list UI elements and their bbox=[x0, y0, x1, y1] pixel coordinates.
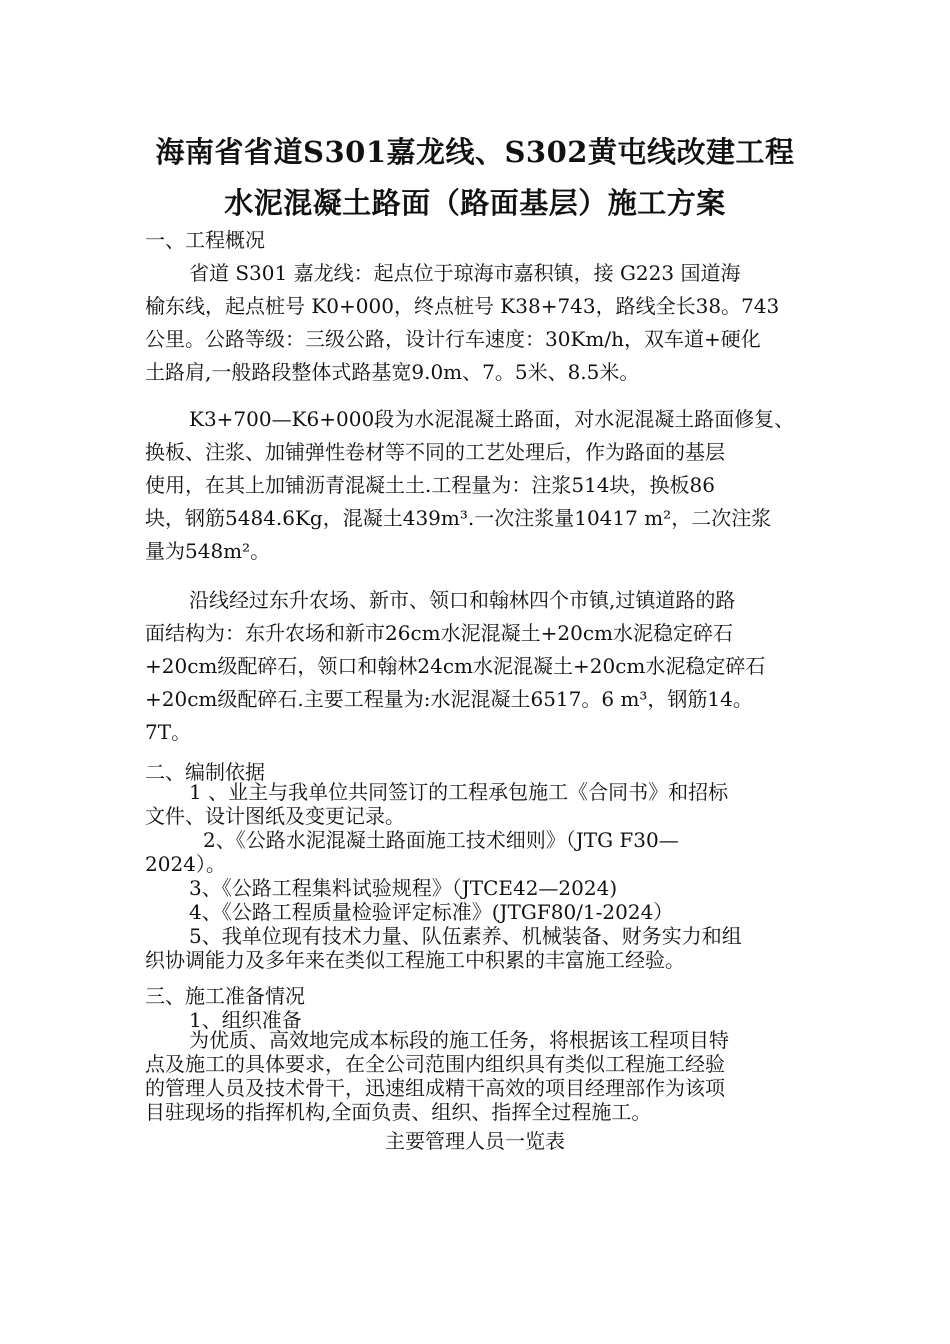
list-item: 4、《公路工程质量检验评定标准》(JTGF80/1-2024） bbox=[189, 900, 674, 924]
list-item: 织协调能力及多年来在类似工程施工中积累的丰富施工经验。 bbox=[145, 948, 685, 972]
document-title-line2: 水泥混凝土路面（路面基层）施工方案 bbox=[224, 186, 726, 220]
text-line: +20cm级配碎石.主要工程量为:水泥混凝土6517。6 m³，钢筋14。 bbox=[145, 687, 753, 711]
text-line: 为优质、高效地完成本标段的施工任务，将根据该工程项目特 bbox=[189, 1028, 729, 1052]
paragraph-town-sections bbox=[145, 584, 810, 749]
subsection-heading-organization: 1、组织准备 bbox=[189, 1008, 302, 1032]
text-line: 块，钢筋5484.6Kg，混凝土439m³.一次注浆量10417 m²，二次注浆 bbox=[145, 506, 772, 530]
text-line: +20cm级配碎石，领口和翰林24cm水泥混凝土+20cm水泥稳定碎石 bbox=[145, 654, 766, 678]
text-line: 7T。 bbox=[145, 720, 192, 744]
list-item: 文件、设计图纸及变更记录。 bbox=[145, 804, 405, 828]
list-item: 2024）。 bbox=[145, 852, 226, 876]
paragraph-route-s301 bbox=[145, 257, 810, 389]
text-line: K3+700—K6+000段为水泥混凝土路面，对水泥混凝土路面修复、 bbox=[189, 407, 795, 431]
text-line: 目驻现场的指挥机构,全面负责、组织、指挥全过程施工。 bbox=[145, 1100, 652, 1124]
list-item: 1 、业主与我单位共同签订的工程承包施工《合同书》和招标 bbox=[189, 780, 729, 804]
paragraph-concrete-section bbox=[145, 403, 810, 568]
list-item: 5、我单位现有技术力量、队伍素养、机械装备、财务实力和组 bbox=[189, 924, 742, 948]
text-line: 换板、注浆、加铺弹性卷材等不同的工艺处理后，作为路面的基层 bbox=[145, 440, 725, 464]
document-title-line1: 海南省省道S301嘉龙线、S302黄屯线改建工程 bbox=[155, 135, 795, 169]
list-item: 3、《公路工程集料试验规程》（JTCE42—2024) bbox=[189, 876, 618, 900]
text-line: 省道 S301 嘉龙线：起点位于琼海市嘉积镇，接 G223 国道海 bbox=[189, 261, 741, 285]
list-item: 2、《公路水泥混凝土路面施工技术细则》（JTG F30— bbox=[203, 828, 679, 852]
table-caption: 主要管理人员一览表 bbox=[385, 1129, 565, 1153]
text-line: 量为548m²。 bbox=[145, 539, 271, 563]
paragraph-organization bbox=[145, 1028, 810, 1124]
section-heading-basis: 二、编制依据 bbox=[145, 760, 265, 784]
section-heading-overview: 一、工程概况 bbox=[145, 228, 265, 252]
text-line: 土路肩,一般路段整体式路基宽9.0m、7。5米、8.5米。 bbox=[145, 360, 640, 384]
section-heading-preparation: 三、施工准备情况 bbox=[145, 984, 305, 1008]
text-line: 点及施工的具体要求，在全公司范围内组织具有类似工程施工经验 bbox=[145, 1052, 725, 1076]
text-line: 的管理人员及技术骨干，迅速组成精干高效的项目经理部作为该项 bbox=[145, 1076, 725, 1100]
text-line: 使用，在其上加铺沥青混凝土土.工程量为：注浆514块，换板86 bbox=[145, 473, 715, 497]
basis-list bbox=[145, 780, 810, 972]
text-line: 沿线经过东升农场、新市、领口和翰林四个市镇,过镇道路的路 bbox=[189, 588, 736, 612]
text-line: 面结构为：东升农场和新市26cm水泥混凝土+20cm水泥稳定碎石 bbox=[145, 621, 733, 645]
text-line: 榆东线，起点桩号 K0+000，终点桩号 K38+743，路线全长38。743 bbox=[145, 294, 780, 318]
text-line: 公里。公路等级：三级公路，设计行车速度：30Km/h，双车道+硬化 bbox=[145, 327, 761, 351]
